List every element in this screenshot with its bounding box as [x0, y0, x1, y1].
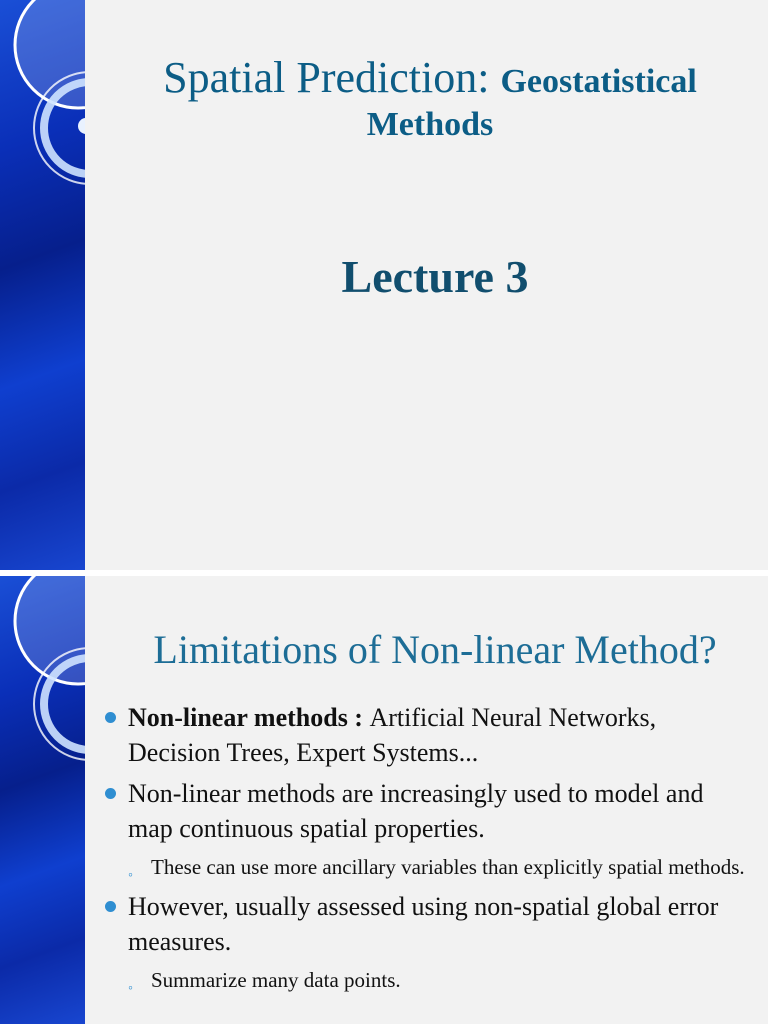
sub-bullet-ring-icon: ◦ [128, 981, 133, 996]
slide-title: Limitations of Non-linear Method? [153, 627, 717, 672]
title-part-2: Geostatistical [500, 63, 697, 100]
bullet-text: Non-linear methods are increasingly used to model and map continuous spatial properties. [128, 779, 704, 843]
bullet-text: Artificial Neural Networks, Decision Trees, Expert Systems... [128, 703, 657, 767]
title-part-1: Spatial Prediction: [163, 53, 501, 102]
slide-2 [0, 576, 768, 1024]
bullet-text: However, usually assessed using non-spatial global error measures. [128, 892, 719, 956]
circles-decoration-icon [0, 0, 85, 570]
sub-bullet-text: Summarize many data points. [151, 968, 401, 992]
circles-decoration-icon [0, 576, 85, 1024]
decorative-sidebar [0, 576, 85, 1024]
sub-bullet-text: These can use more ancillary variables than explicitly spatial methods. [151, 855, 745, 879]
decorative-sidebar [0, 0, 85, 570]
list-item [105, 889, 745, 959]
sub-bullet-ring-icon: ◦ [128, 868, 133, 883]
list-item [105, 776, 745, 846]
bullet-dot-icon [105, 901, 116, 912]
sub-list-item [105, 852, 745, 883]
sub-list-item [105, 965, 745, 996]
slide-title [110, 52, 750, 146]
bullet-bold-text: Non-linear methods : [128, 703, 370, 732]
bullet-list [105, 700, 745, 1002]
bullet-dot-icon [105, 788, 116, 799]
lecture-subtitle: Lecture 3 [341, 251, 529, 302]
list-item [105, 700, 745, 770]
title-line-2: Methods [366, 105, 494, 143]
bullet-dot-icon [105, 712, 116, 723]
